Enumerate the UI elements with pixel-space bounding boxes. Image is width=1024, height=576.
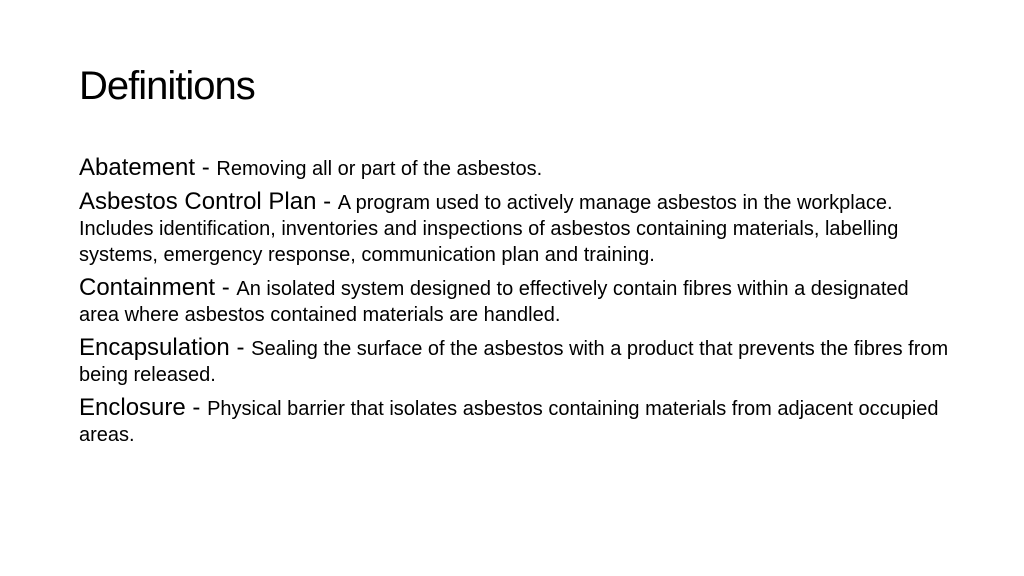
definition-description: An isolated system designed to effectively contain fibres within a designated area where asbestos contained materials are handled. (79, 278, 909, 326)
definition-term: Enclosure (79, 394, 186, 421)
definition-separator: - (316, 188, 338, 215)
definition-item (79, 335, 949, 389)
definition-separator: - (215, 274, 237, 301)
definition-term: Containment (79, 274, 216, 301)
definition-description: Sealing the surface of the asbestos with a product that prevents the fibres from being released. (79, 338, 949, 386)
definition-item (79, 275, 949, 329)
definition-term: Asbestos Control Plan (79, 188, 317, 215)
definition-term: Abatement (79, 154, 196, 181)
definition-term: Encapsulation (79, 334, 230, 361)
definition-item (79, 189, 949, 269)
definition-item (79, 395, 949, 449)
definition-separator: - (195, 154, 217, 181)
definition-separator: - (185, 394, 208, 421)
definitions-list (79, 155, 949, 455)
definition-description: A program used to actively manage asbestos in the workplace. Includes identification, inventories and inspections of asbestos containing materials, labelling systems, emergency response, communication plan and training. (79, 192, 899, 266)
definition-description: Removing all or part of the asbestos. (216, 158, 543, 180)
definition-separator: - (229, 334, 252, 361)
definition-item (79, 155, 949, 183)
definition-description: Physical barrier that isolates asbestos containing materials from adjacent occupied areas. (79, 398, 939, 446)
slide-title: Definitions (79, 64, 255, 108)
